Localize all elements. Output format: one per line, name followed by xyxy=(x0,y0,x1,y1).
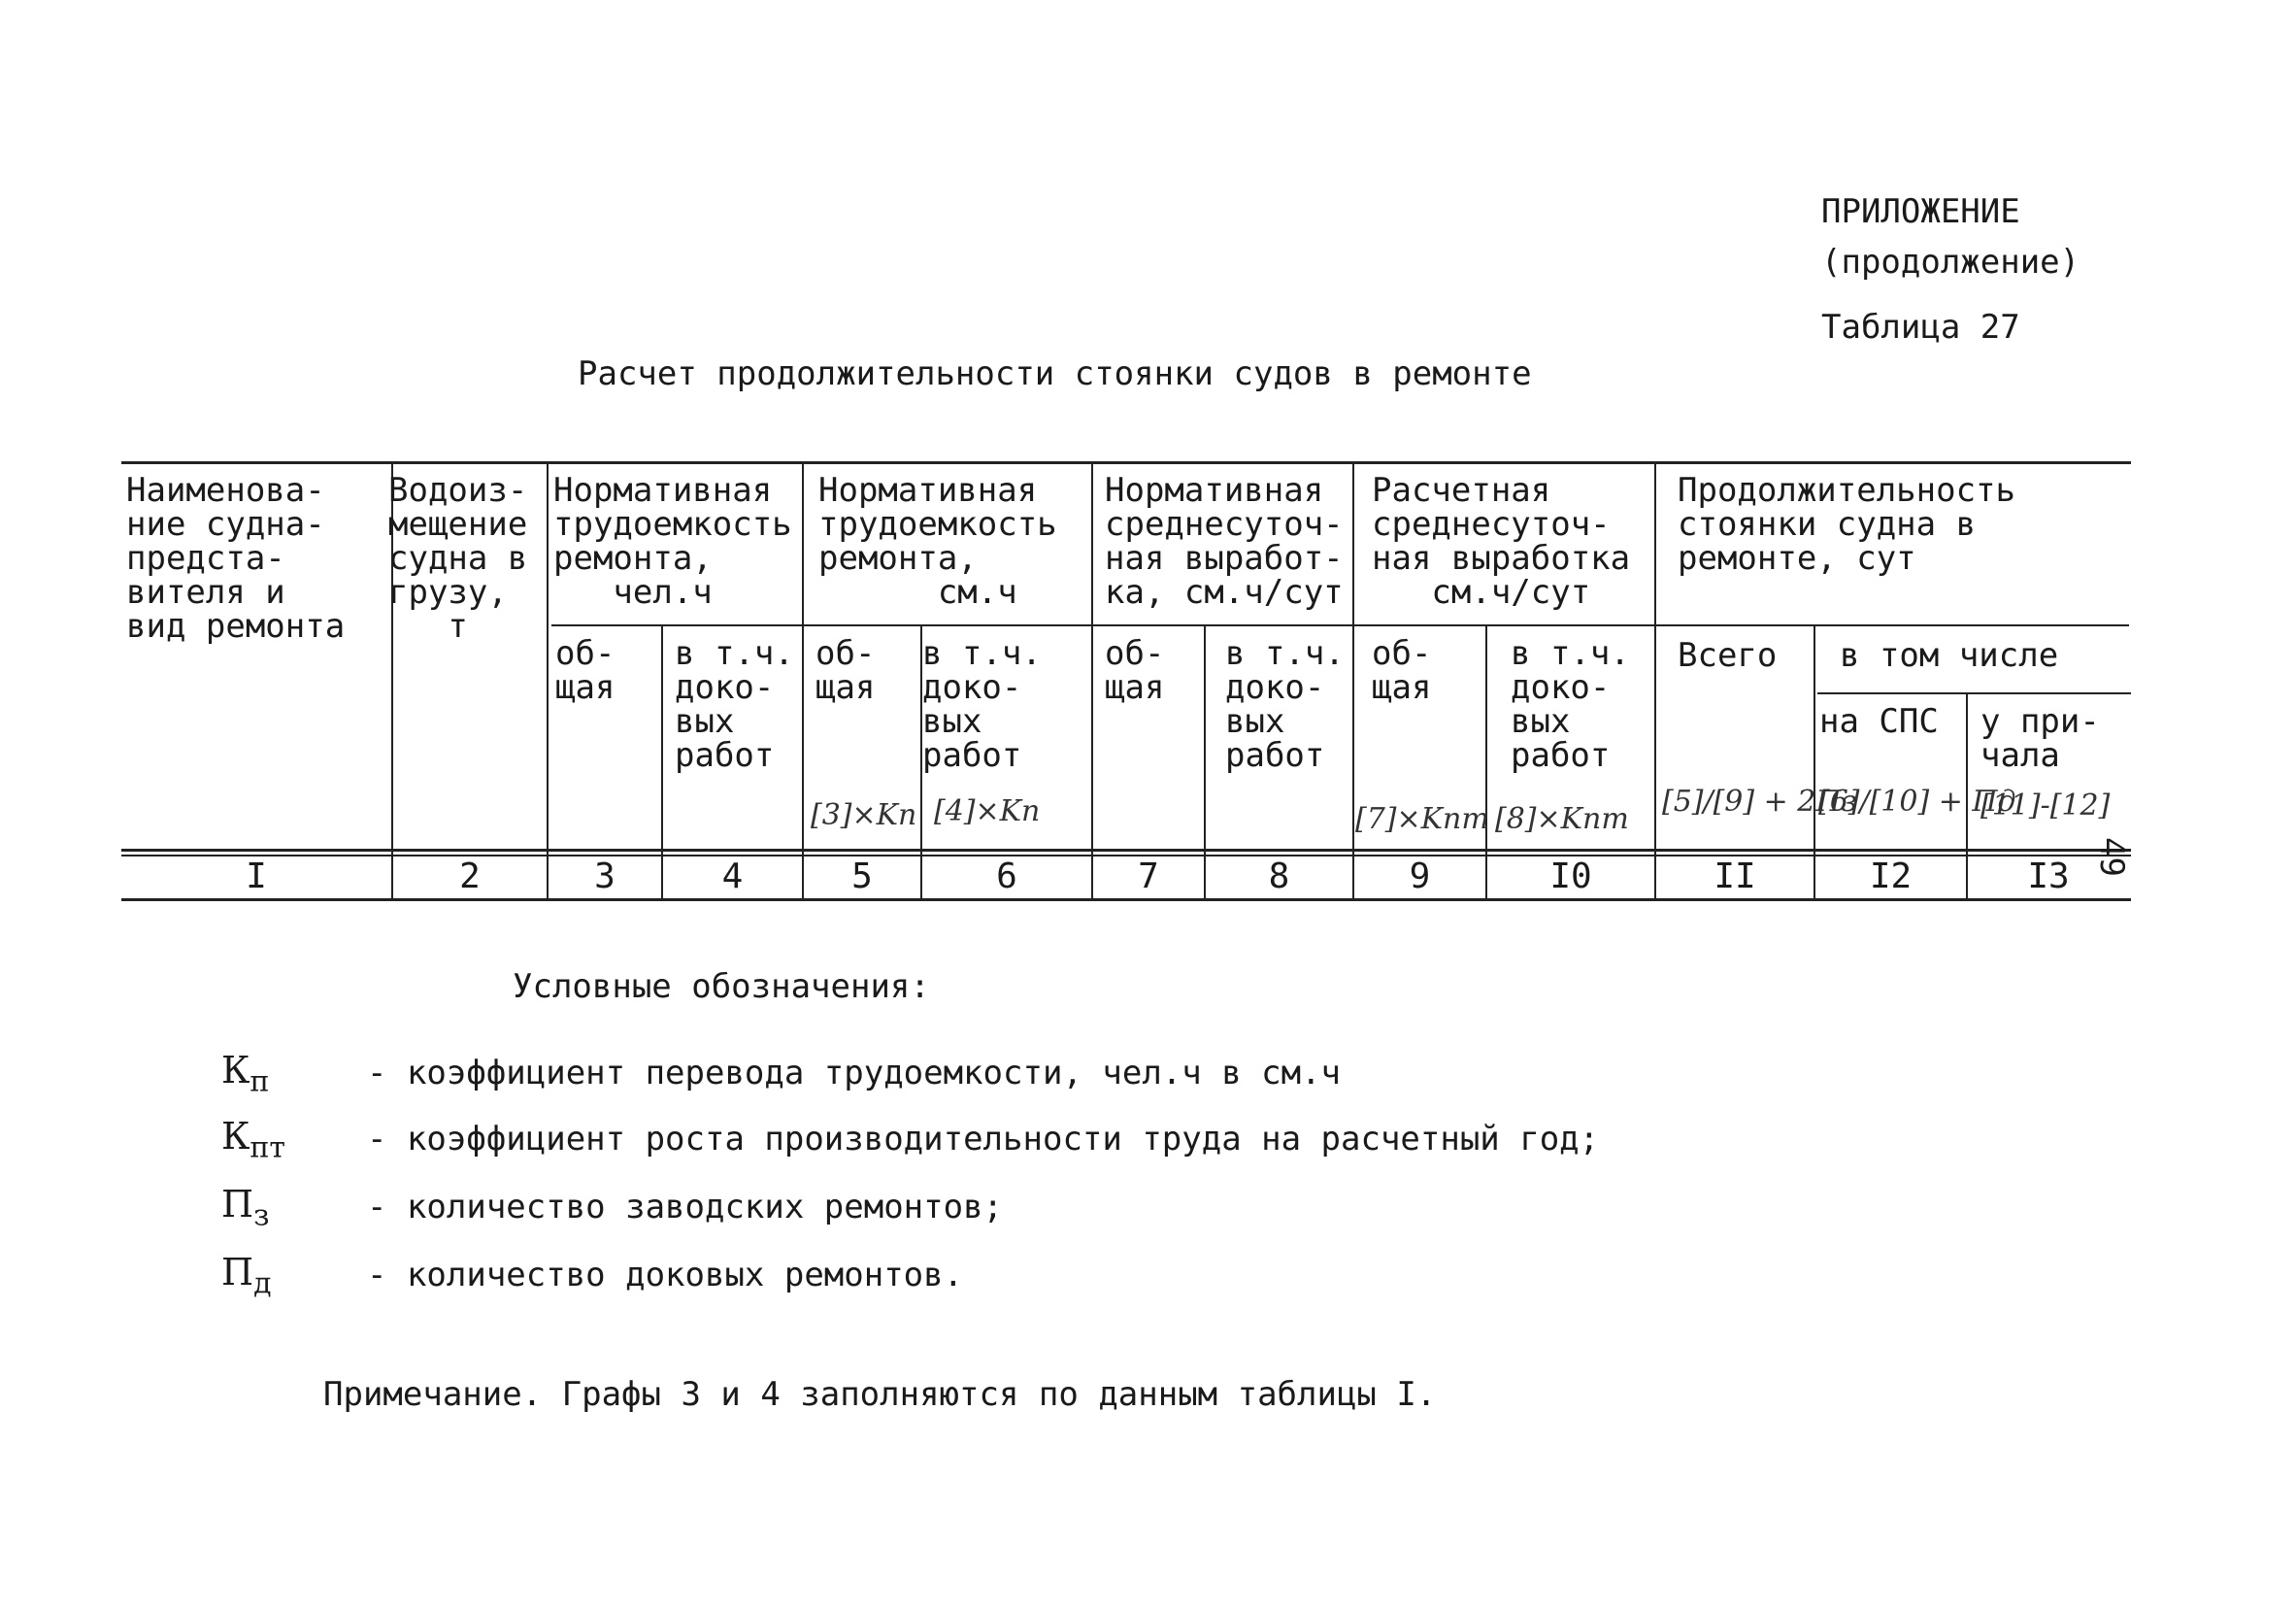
colnum-2: 2 xyxy=(459,856,481,896)
formula-col6: [4]×Kп xyxy=(934,794,1041,828)
vrule-6 xyxy=(1091,464,1093,899)
sub-dock-10: в т.ч. доко- вых работ xyxy=(1511,634,1630,775)
sub-incl: в том числе xyxy=(1840,636,2059,675)
colnum-10: I0 xyxy=(1549,856,1592,896)
appendix-label: ПРИЛОЖЕНИЕ xyxy=(1821,192,2020,231)
group-calculated-output-header: Расчетная среднесуточ- ная выработка см.ч/сут xyxy=(1372,471,1631,612)
sub-total-9: об- щая xyxy=(1372,634,1432,707)
vrule-4 xyxy=(802,464,804,899)
table-number: Таблица 27 xyxy=(1821,308,2020,347)
sub-berth-13: у при- чала xyxy=(1980,702,2100,775)
header-bottom-rule xyxy=(121,849,2131,852)
sub-sps-12: на СПС xyxy=(1819,702,1939,741)
colnum-9: 9 xyxy=(1409,856,1431,896)
sub-dock-4: в т.ч. доко- вых работ xyxy=(675,634,794,775)
group-normative-output-header: Нормативная среднесуточ- ная выработ- ка, см.ч/сут xyxy=(1105,471,1344,612)
table-bottom-rule xyxy=(121,898,2131,901)
legend-symbol: $П_д$ xyxy=(221,1251,272,1301)
formula-col12: [6]/[10] + Пд xyxy=(1818,785,2016,819)
incl-rule xyxy=(1817,692,2131,694)
page-number: 49 xyxy=(2092,837,2131,877)
colnum-7: 7 xyxy=(1138,856,1159,896)
sub-total-3: об- щая xyxy=(555,634,616,707)
formula-col9: [7]×Kпт xyxy=(1355,802,1489,836)
group-duration-header: Продолжительность стоянки судна в ремонте, сут xyxy=(1678,471,2015,578)
sub-total-7: об- щая xyxy=(1105,634,1165,707)
colnum-4: 4 xyxy=(721,856,744,896)
group-header-rule xyxy=(551,624,2129,626)
formula-col11: [5]/[9] + 2Пз xyxy=(1662,785,1857,819)
colnum-1: I xyxy=(246,856,267,896)
colnum-13: I3 xyxy=(2027,856,2070,896)
group-labor-machinehours-header: Нормативная трудоемкость ремонта, см.ч xyxy=(818,471,1057,612)
page-title: Расчет продолжительности стоянки судов в ремонте xyxy=(578,354,1532,393)
sub-dock-8: в т.ч. доко- вых работ xyxy=(1225,634,1345,775)
legend-symbol: $К_п$ xyxy=(221,1049,270,1099)
legend-symbol: $П_з$ xyxy=(221,1183,270,1233)
vrule-10 xyxy=(1654,464,1656,899)
sub-dock-6: в т.ч. доко- вых работ xyxy=(922,634,1042,775)
colnum-6: 6 xyxy=(996,856,1017,896)
vrule-2 xyxy=(547,464,549,899)
colnum-8: 8 xyxy=(1268,856,1290,896)
formula-col5: [3]×Kп xyxy=(811,798,917,832)
formula-col10: [8]×Kпт xyxy=(1495,802,1629,836)
legend-symbol: $К_{пт}$ xyxy=(221,1115,286,1165)
legend-description: - количество доковых ремонтов. xyxy=(367,1256,964,1294)
colnum-11: II xyxy=(1714,856,1756,896)
note: Примечание. Графы 3 и 4 заполняются по данным таблицы I. xyxy=(323,1375,1437,1414)
col-ship-name-header: Наименова- ние судна- предста- вителя и вид ремонта xyxy=(126,471,346,646)
sub-all-11: Всего xyxy=(1678,636,1778,675)
colnum-5: 5 xyxy=(851,856,873,896)
table-top-rule xyxy=(121,461,2131,464)
colnum-3: 3 xyxy=(594,856,616,896)
legend-heading: Условные обозначения: xyxy=(513,967,930,1006)
formula-col13: [11]-[12] xyxy=(1980,789,2111,823)
vrule-8 xyxy=(1352,464,1354,899)
legend-description: - количество заводских ремонтов; xyxy=(367,1188,1004,1226)
group-labor-manhours-header: Нормативная трудоемкость ремонта, чел.ч xyxy=(553,471,792,612)
col-displacement-header: Водоиз- мещение судна в грузу, т xyxy=(388,471,528,646)
sub-total-5: об- щая xyxy=(815,634,876,707)
colnum-12: I2 xyxy=(1869,856,1913,896)
continuation-label: (продолжение) xyxy=(1821,243,2080,282)
legend-description: - коэффициент роста производительности труда на расчетный год; xyxy=(367,1120,1600,1159)
legend-description: - коэффициент перевода трудоемкости, чел.ч в см.ч xyxy=(367,1054,1342,1092)
